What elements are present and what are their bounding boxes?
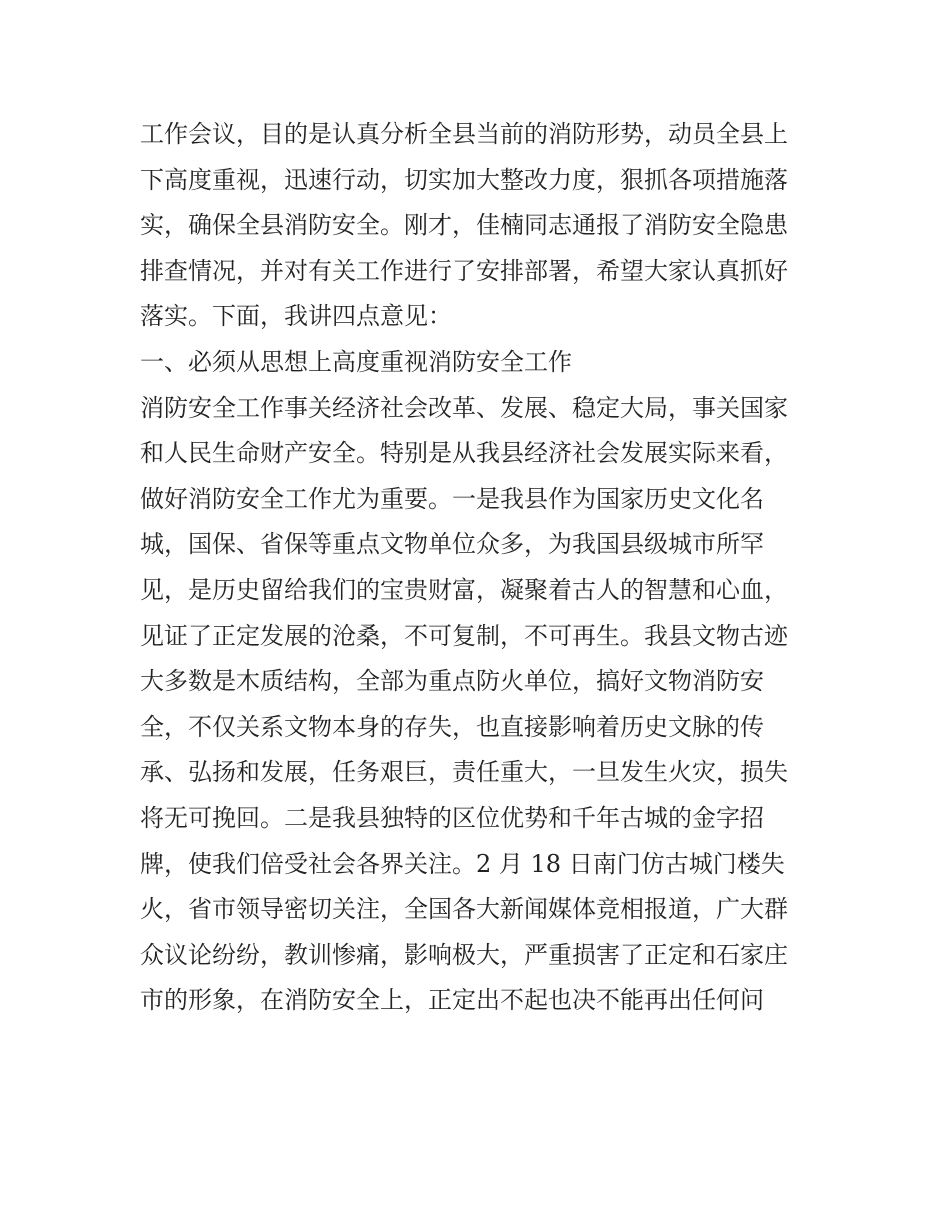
- text-line: 实，确保全县消防安全。刚才，佳楠同志通报了消防安全隐患: [140, 211, 788, 240]
- text-line: 消防安全工作事关经济社会改革、发展、稳定大局，事关国家: [140, 393, 788, 422]
- text-line: 全，不仅关系文物本身的存失，也直接影响着历史文脉的传: [140, 712, 764, 741]
- text-line: 火，省市领导密切关注，全国各大新闻媒体竞相报道，广大群: [140, 895, 788, 924]
- text-line: 大多数是木质结构，全部为重点防火单位，搞好文物消防安: [140, 667, 764, 696]
- text-line: 承、弘扬和发展，任务艰巨，责任重大，一旦发生火灾，损失: [140, 758, 788, 787]
- text-line: 排查情况，并对有关工作进行了安排部署，希望大家认真抓好: [140, 256, 788, 285]
- text-line: 和人民生命财产安全。特别是从我县经济社会发展实际来看，: [140, 439, 788, 468]
- section-heading: 一、必须从思想上高度重视消防安全工作: [140, 347, 572, 376]
- text-line: 牌，使我们倍受社会各界关注。2 月 18 日南门仿古城门楼失: [140, 849, 785, 878]
- text-line: 见，是历史留给我们的宝贵财富，凝聚着古人的智慧和心血，: [140, 575, 788, 604]
- text-line: 城，国保、省保等重点文物单位众多，为我国县级城市所罕: [140, 530, 764, 559]
- text-line: 工作会议，目的是认真分析全县当前的消防形势，动员全县上: [140, 120, 788, 148]
- text-line: 市的形象，在消防安全上，正定出不起也决不能再出任何问: [140, 986, 764, 1015]
- text-line: 落实。下面，我讲四点意见：: [140, 302, 452, 331]
- text-line: 下高度重视，迅速行动，切实加大整改力度，狠抓各项措施落: [140, 165, 788, 194]
- text-line: 做好消防安全工作尤为重要。一是我县作为国家历史文化名: [140, 484, 764, 513]
- text-line: 将无可挽回。二是我县独特的区位优势和千年古城的金字招: [140, 803, 764, 832]
- document-body: [140, 112, 820, 1024]
- text-line: 众议论纷纷，教训惨痛，影响极大，严重损害了正定和石家庄: [140, 940, 788, 969]
- text-line: 见证了正定发展的沧桑，不可复制，不可再生。我县文物古迹: [140, 621, 788, 650]
